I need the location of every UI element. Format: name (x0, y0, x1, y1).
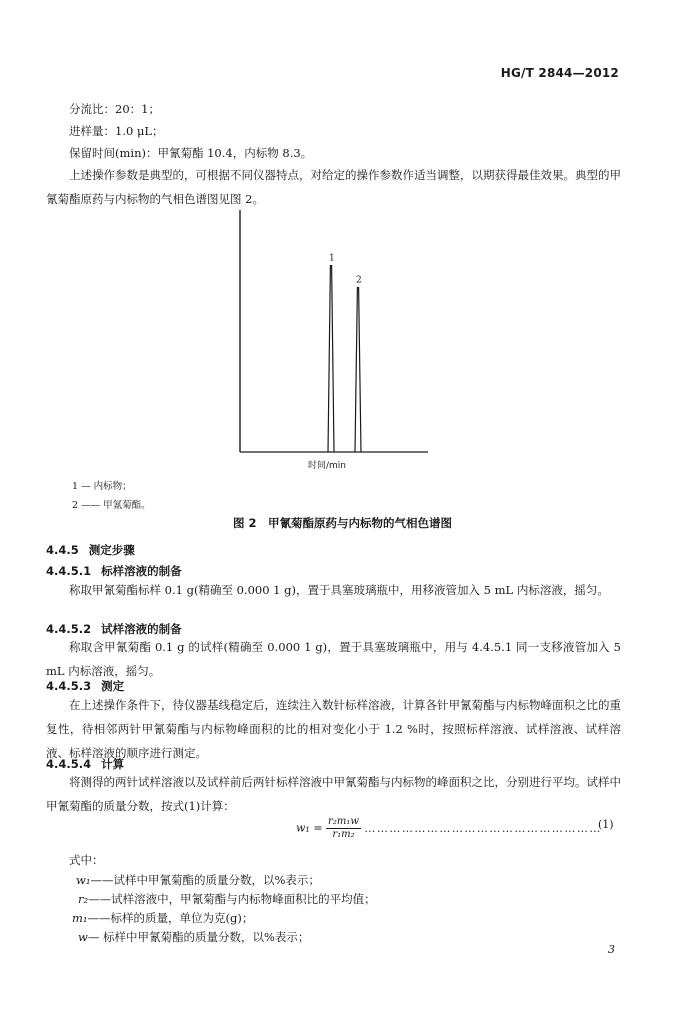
intro-paragraph: 上述操作参数是典型的，可根据不同仪器特点，对给定的操作参数作适当调整，以期获得最佳效果。典型的甲氰菊酯原药与内标物的气相色谱图见图 2。 (46, 168, 621, 206)
equation-fraction (326, 816, 361, 841)
where-symbol: r₂ (78, 892, 89, 906)
equation-lhs: w₁ = (296, 821, 323, 835)
standard-code-header: HG/T 2844—2012 (500, 66, 619, 80)
where-description: ——标样的质量，单位为克(g)； (87, 911, 254, 925)
where-description: — 标样中甲氰菊酯的质量分数，以%表示； (87, 930, 310, 944)
equation-1 (296, 816, 602, 841)
peak-label-2: 2 (356, 275, 362, 286)
section-title: 测定步骤 (88, 543, 135, 557)
peak-1 (328, 266, 334, 452)
where-symbol: w₁ (76, 873, 91, 887)
where-description: ——试样溶液中，甲氰菊酯与内标物峰面积比的平均值； (88, 892, 376, 906)
param-injection-volume: 进样量：1.0 μL； (69, 124, 164, 138)
section-number: 4.4.5.2 (46, 622, 92, 636)
where-label: 式中： (69, 853, 104, 867)
section-number: 4.4.5.1 (46, 564, 92, 578)
section-text-4-4-5-1: 称取甲氰菊酯标样 0.1 g(精确至 0.000 1 g)，置于具塞玻璃瓶中，用移液管加入 5 mL 内标溶液，摇匀。 (69, 583, 609, 597)
equation-numerator: r₂m₁w (328, 816, 359, 827)
x-axis-label: 时间/min (308, 461, 347, 471)
page-number: 3 (608, 943, 615, 956)
section-heading-4-4-5-3 (46, 678, 124, 694)
section-number: 4.4.5.4 (46, 757, 92, 771)
where-symbol: m₁ (72, 911, 88, 925)
section-title: 试样溶液的制备 (101, 622, 182, 636)
where-item-r2 (78, 891, 376, 908)
equation-leader-dots: ………………………………………………… (364, 822, 602, 835)
section-number: 4.4.5 (46, 543, 79, 557)
param-split-ratio: 分流比：20：1； (69, 102, 160, 116)
where-item-m1 (72, 910, 253, 927)
section-number: 4.4.5.3 (46, 679, 92, 693)
section-text-4-4-5-2: 称取含甲氰菊酯 0.1 g 的试样(精确至 0.000 1 g)，置于具塞玻璃瓶中，用与 4.4.5.1 同一支移液管加入 5 mL 内标溶液，摇匀。 (46, 640, 621, 678)
peak-label-1: 1 (329, 253, 335, 264)
equation-number: (1) (598, 818, 614, 831)
section-text-4-4-5-4: 将测得的两针试样溶液以及试样前后两针标样溶液中甲氰菊酯与内标物的峰面积之比，分别进行平均。试样中甲氰菊酯的质量分数，按式(1)计算： (46, 775, 621, 813)
section-title: 计算 (101, 757, 125, 771)
param-retention-time: 保留时间(min)：甲氰菊酯 10.4，内标物 8.3。 (69, 146, 313, 160)
section-title: 测定 (101, 679, 125, 693)
section-title: 标样溶液的制备 (101, 564, 182, 578)
chromatogram-chart (226, 206, 436, 474)
where-item-w1 (76, 872, 320, 889)
where-description: ——试样中甲氰菊酯的质量分数，以%表示； (90, 873, 320, 887)
legend-item-2: 2 —— 甲氰菊酯。 (72, 500, 151, 511)
where-symbol: w (78, 930, 88, 944)
figure-caption: 图 2 甲氰菊酯原药与内标物的气相色谱图 (232, 516, 452, 530)
section-heading-4-4-5-1 (46, 563, 182, 579)
equation-denominator: r₁m₂ (332, 829, 355, 840)
peak-2 (355, 287, 361, 452)
where-item-w (78, 929, 309, 946)
section-heading-4-4-5 (46, 542, 135, 558)
legend-item-1: 1 — 内标物； (72, 481, 132, 492)
section-text-4-4-5-3: 在上述操作条件下，待仪器基线稳定后，连续注入数针标样溶液，计算各针甲氰菊酯与内标物峰面积之比的重复性，待相邻两针甲氰菊酯与内标物峰面积的比的相对变化小于 1.2 %时，按照标样溶液、试样溶液、试样溶液、标样溶液的顺序进行测定。 (46, 698, 621, 760)
